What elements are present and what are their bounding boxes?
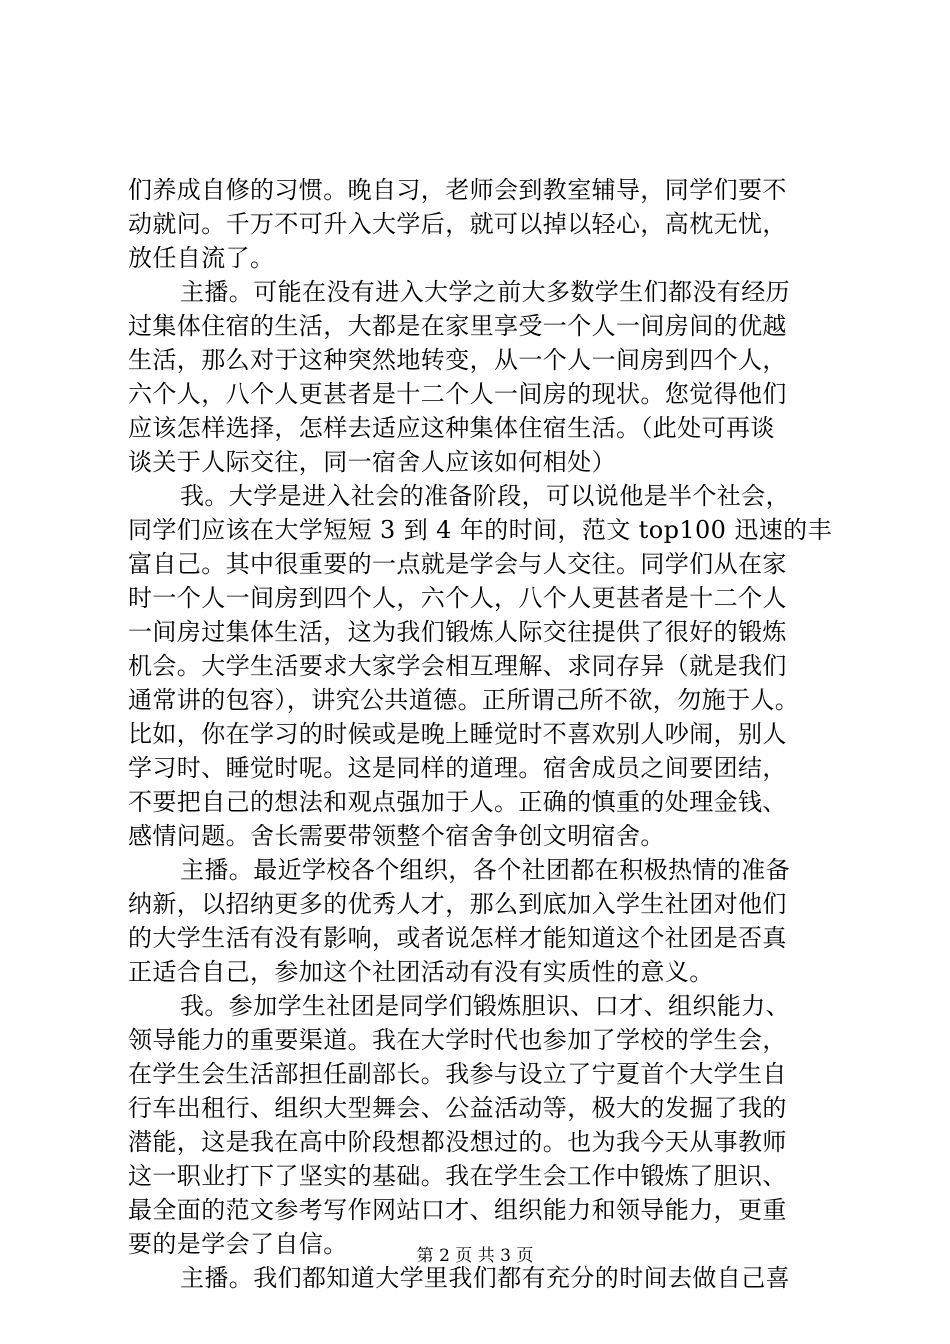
text-line: 感情问题。舍长需要带领整个宿舍争创文明宿舍。 <box>128 822 665 850</box>
text-line: 放任自流了。 <box>128 244 275 272</box>
text-line: 富自己。其中很重要的一点就是学会与人交往。同学们从在家 <box>128 550 787 578</box>
text-line: 主播。最近学校各个组织，各个社团都在积极热情的准备 <box>180 856 790 884</box>
text-line: 生活，那么对于这种突然地转变，从一个人一间房到四个人， <box>128 346 787 374</box>
text-line: 行车出租行、组织大型舞会、公益活动等，极大的发掘了我的 <box>128 1094 787 1122</box>
text-line: 六个人，八个人更甚者是十二个人一间房的现状。您觉得他们 <box>128 380 787 408</box>
text-line: 潜能，这是我在高中阶段想都没想过的。也为我今天从事教师 <box>128 1128 787 1156</box>
document-body <box>128 173 838 1295</box>
text-line: 要的是学会了自信。 <box>128 1230 348 1258</box>
text-line: 应该怎样选择，怎样去适应这种集体住宿生活。（此处可再谈 <box>128 414 775 442</box>
paragraph <box>128 173 838 275</box>
text-line: 这一职业打下了坚实的基础。我在学生会工作中锻炼了胆识、 <box>128 1162 787 1190</box>
text-line: 在学生会生活部担任副部长。我参与设立了宁夏首个大学生自 <box>128 1060 787 1088</box>
text-line: 主播。可能在没有进入大学之前大多数学生们都没有经历 <box>180 278 790 306</box>
page-footer: 第 2 页 共 3 页 <box>416 1246 534 1266</box>
text-line: 最全面的范文参考写作网站口才、组织能力和领导能力，更重 <box>128 1196 787 1224</box>
text-line: 动就问。千万不可升入大学后，就可以掉以轻心，高枕无忧， <box>128 210 787 238</box>
paragraph <box>128 853 838 989</box>
paragraph <box>128 989 838 1261</box>
text-line: 机会。大学生活要求大家学会相互理解、求同存异（就是我们 <box>128 652 787 680</box>
text-line: 我。大学是进入社会的准备阶段，可以说他是半个社会， <box>180 482 790 510</box>
text-line: 们养成自修的习惯。晚自习，老师会到教室辅导，同学们要不 <box>128 176 787 204</box>
paragraph <box>128 479 838 853</box>
text-line: 学习时、睡觉时呢。这是同样的道理。宿舍成员之间要团结， <box>128 754 787 782</box>
text-line: 过集体住宿的生活，大都是在家里享受一个人一间房间的优越 <box>128 312 787 340</box>
text-line: 纳新，以招纳更多的优秀人才，那么到底加入学生社团对他们 <box>128 890 787 918</box>
text-line: 时一个人一间房到四个人，六个人，八个人更甚者是十二个人 <box>128 584 787 612</box>
text-line: 谈关于人际交往，同一宿舍人应该如何相处） <box>128 448 616 476</box>
text-line: 同学们应该在大学短短 3 到 4 年的时间，范文 top100 迅速的丰 <box>128 516 832 544</box>
text-line: 通常讲的包容），讲究公共道德。正所谓己所不欲，勿施于人。 <box>128 686 800 714</box>
text-line: 一间房过集体生活，这为我们锻炼人际交往提供了很好的锻炼 <box>128 618 787 646</box>
paragraph <box>128 275 838 479</box>
text-line: 比如，你在学习的时候或是晚上睡觉时不喜欢别人吵闹，别人 <box>128 720 787 748</box>
text-line: 我。参加学生社团是同学们锻炼胆识、口才、组织能力、 <box>180 992 790 1020</box>
text-line: 不要把自己的想法和观点强加于人。正确的慎重的处理金钱、 <box>128 788 787 816</box>
text-line: 主播。我们都知道大学里我们都有充分的时间去做自己喜 <box>180 1264 790 1292</box>
text-line: 正适合自己，参加这个社团活动有没有实质性的意义。 <box>128 958 714 986</box>
text-line: 领导能力的重要渠道。我在大学时代也参加了学校的学生会， <box>128 1026 787 1054</box>
text-line: 的大学生活有没有影响，或者说怎样才能知道这个社团是否真 <box>128 924 787 952</box>
